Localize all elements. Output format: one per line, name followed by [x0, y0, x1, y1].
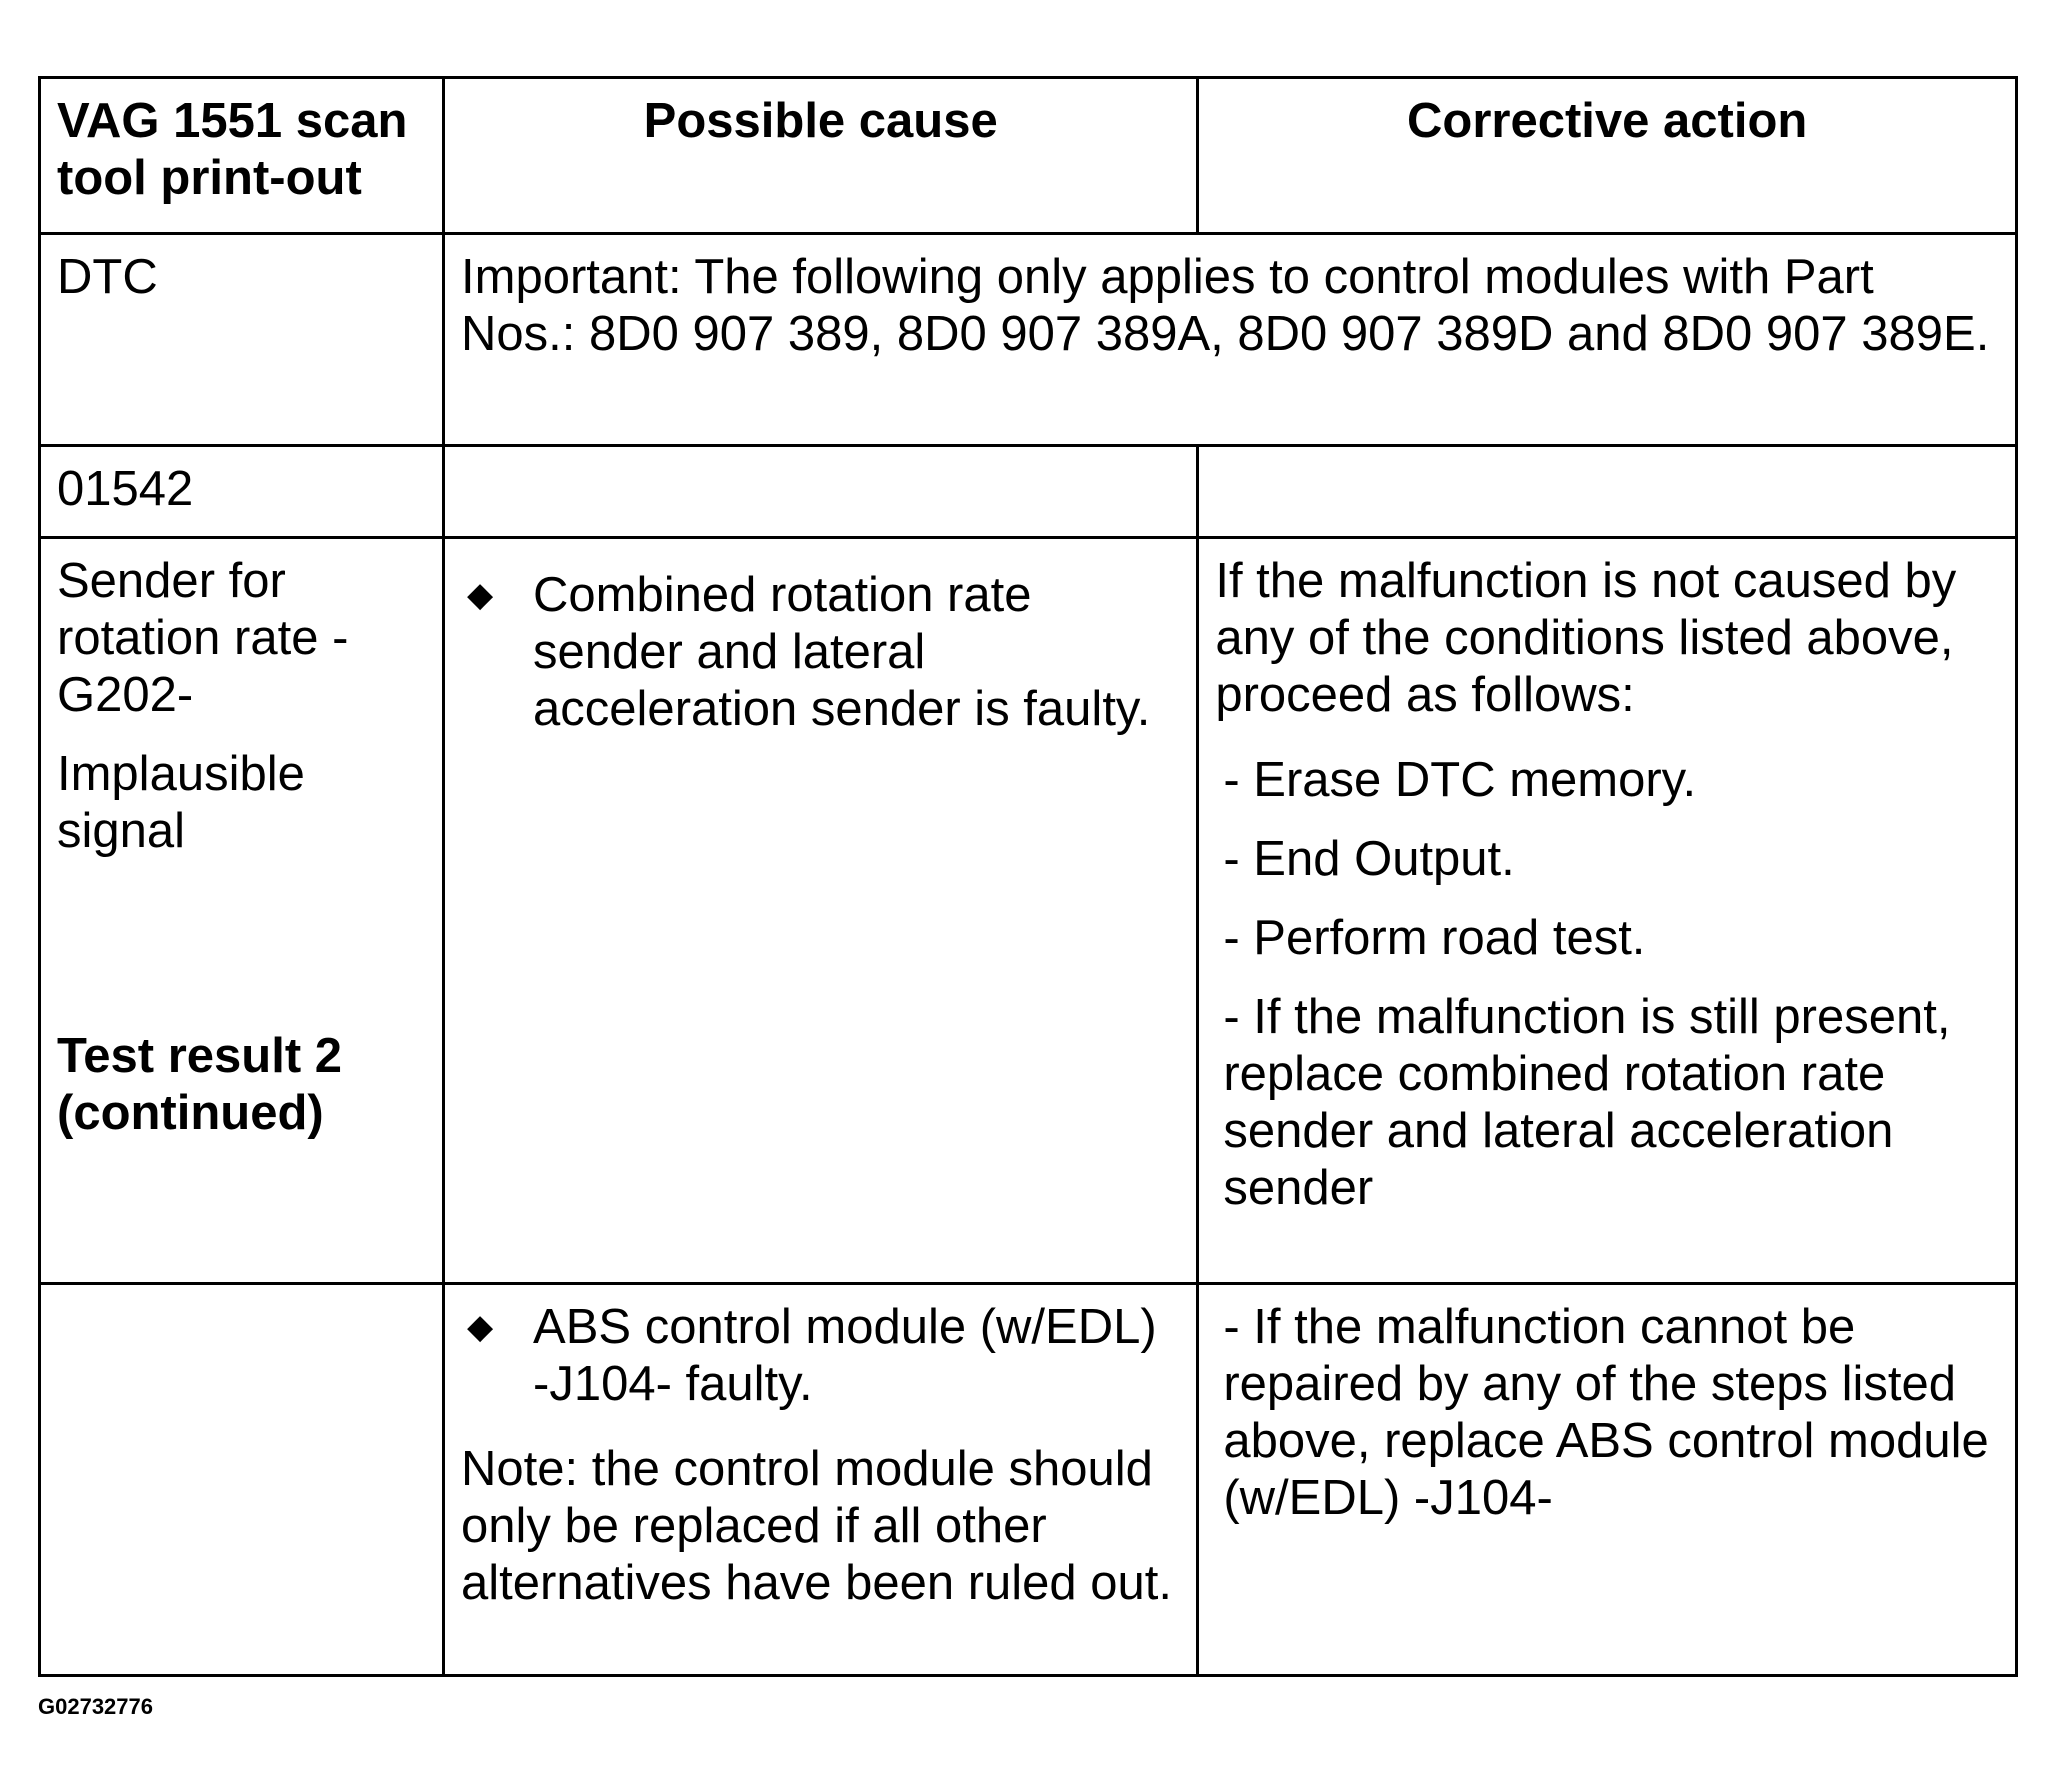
header-row	[40, 78, 2017, 234]
step-road-test: - Perform road test.	[1223, 911, 1646, 965]
action-intro: If the malfunction is not caused by any of the conditions listed above, proceed as follows:	[1215, 554, 1957, 722]
empty-cell	[40, 1284, 444, 1676]
cause-bullet	[461, 567, 1180, 738]
step-erase: - Erase DTC memory.	[1223, 753, 1697, 807]
sender-text: Sender for rotation rate -G202-	[57, 554, 349, 722]
step-replace-sender: - If the malfunction is still present, replace combined rotation rate sender and lateral acceleration sender	[1223, 990, 1951, 1215]
diagnostic-table	[38, 76, 2018, 1677]
cause-text: Combined rotation rate sender and lateral acceleration sender is faulty.	[533, 568, 1151, 736]
test-result-text: Test result 2 (continued)	[57, 1029, 343, 1140]
fault-description-cell	[40, 538, 444, 1284]
empty-cell	[1198, 446, 2017, 538]
main-row	[40, 538, 2017, 1284]
diamond-bullet-icon: ◆	[467, 1308, 494, 1346]
empty-cell	[444, 446, 1198, 538]
cause-bullet	[461, 1299, 1180, 1413]
header-possible-cause: Possible cause	[444, 78, 1198, 234]
cause-text: ABS control module (w/EDL) -J104- faulty.	[533, 1300, 1157, 1411]
diamond-bullet-icon: ◆	[467, 576, 494, 614]
cause-cell	[444, 1284, 1198, 1676]
header-scan-tool: VAG 1551 scan tool print-out	[40, 78, 444, 234]
implausible-text: Implausible signal	[57, 747, 305, 858]
cause-cell	[444, 538, 1198, 1284]
header-corrective-action: Corrective action	[1198, 78, 2017, 234]
action-cell	[1198, 1284, 2017, 1676]
dtc-label: DTC	[40, 234, 444, 446]
code-row	[40, 446, 2017, 538]
note-text: Note: the control module should only be replaced if all other alternatives have been ruled out.	[461, 1442, 1173, 1610]
step-end-output: - End Output.	[1223, 832, 1515, 886]
action-replace-module: - If the malfunction cannot be repaired by any of the steps listed above, replace ABS control module (w/EDL) -J104-	[1223, 1300, 1989, 1525]
last-row	[40, 1284, 2017, 1676]
important-note: Important: The following only applies to control modules with Part Nos.: 8D0 907 389, 8D0 907 389A, 8D0 907 389D and 8D0 907 389E.	[444, 234, 2017, 446]
dtc-row	[40, 234, 2017, 446]
figure-id: G02732776	[38, 1694, 153, 1719]
dtc-code: 01542	[40, 446, 444, 538]
action-cell	[1198, 538, 2017, 1284]
